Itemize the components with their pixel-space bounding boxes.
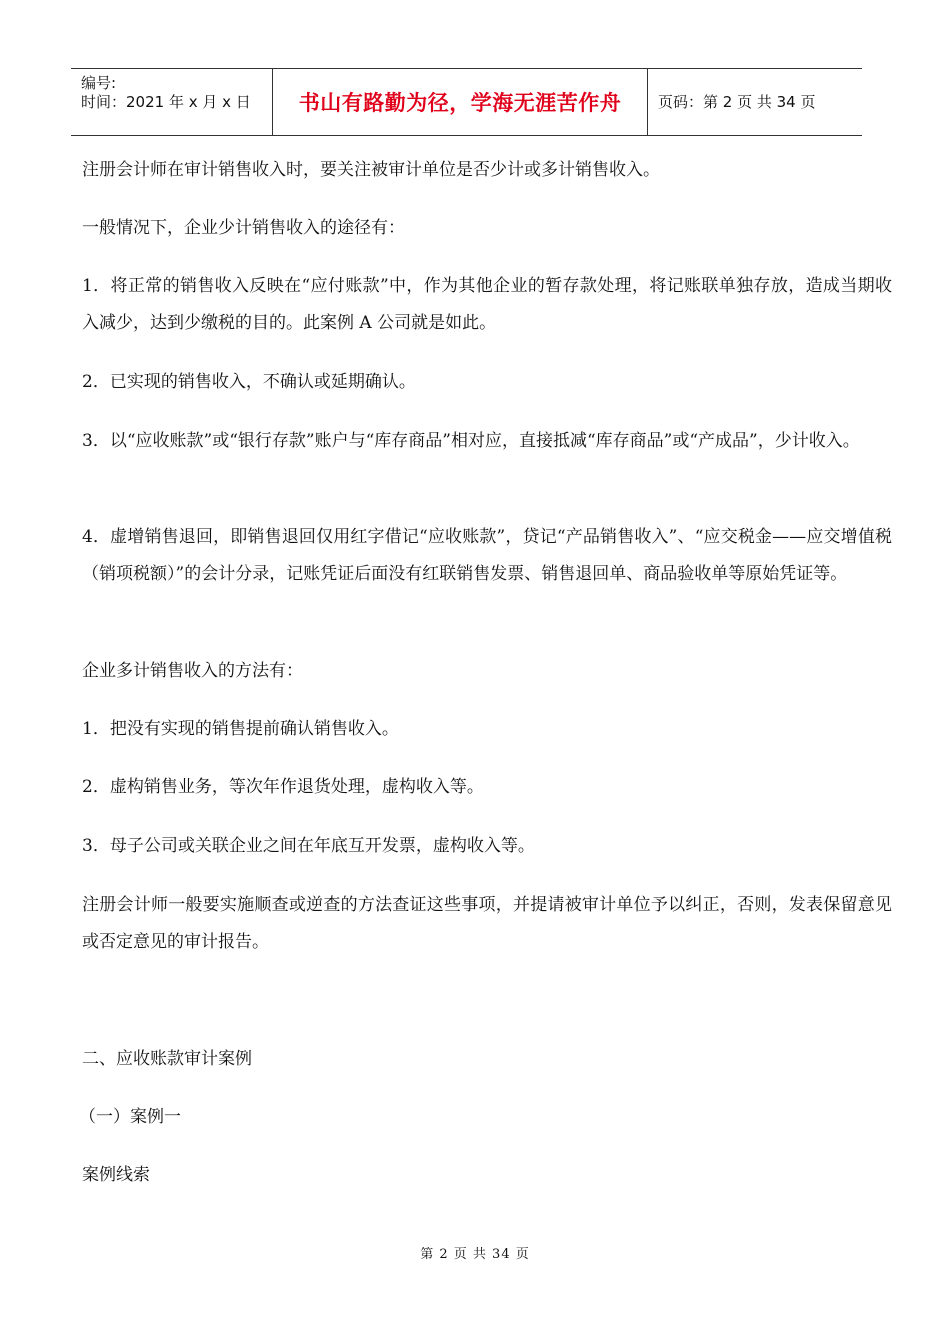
header-meta bbox=[71, 69, 273, 135]
paragraph: 4．虚增销售退回，即销售退回仅用红字借记“应收账款”，贷记“产品销售收入”、“应交税金——应交增值税（销项税额）”的会计分录，记账凭证后面没有红联销售发票、销售退回单、商品验收单等原始凭证等。 bbox=[82, 527, 892, 584]
paragraph: 注册会计师一般要实施顺查或逆查的方法查证这些事项，并提请被审计单位予以纠正，否则，发表保留意见或否定意见的审计报告。 bbox=[82, 895, 892, 952]
header-page-info: 页码：第 2 页 共 34 页 bbox=[658, 93, 816, 111]
paragraph: 3．以“应收账款”或“银行存款”账户与“库存商品”相对应，直接抵减“库存商品”或“产成品”，少计收入。 bbox=[82, 431, 860, 451]
header-motto: 书山有路勤为径，学海无涯苦作舟 bbox=[298, 91, 622, 115]
paragraph: 注册会计师在审计销售收入时，要关注被审计单位是否少计或多计销售收入。 bbox=[82, 160, 660, 180]
paragraph: 企业多计销售收入的方法有： bbox=[82, 661, 303, 681]
paragraph: 2．已实现的销售收入，不确认或延期确认。 bbox=[82, 372, 416, 392]
page-footer: 第 2 页 共 34 页 bbox=[420, 1247, 530, 1262]
subsection-heading: （一）案例一 bbox=[79, 1107, 181, 1127]
section-heading: 二、应收账款审计案例 bbox=[82, 1049, 252, 1069]
paragraph: 1．将正常的销售收入反映在“应付账款”中，作为其他企业的暂存款处理，将记账联单独存放，造成当期收入减少，达到少缴税的目的。此案例 A 公司就是如此。 bbox=[82, 276, 892, 333]
paragraph: 案例线索 bbox=[82, 1165, 150, 1185]
paragraph: 一般情况下，企业少计销售收入的途径有： bbox=[82, 218, 405, 238]
header-divider bbox=[647, 69, 648, 135]
paragraph: 2．虚构销售业务，等次年作退货处理，虚构收入等。 bbox=[82, 777, 484, 797]
document-number-label: 编号: bbox=[81, 74, 117, 92]
paragraph: 1．把没有实现的销售提前确认销售收入。 bbox=[82, 719, 399, 739]
document-time-label: 时间：2021 年 x 月 x 日 bbox=[81, 93, 251, 111]
paragraph: 3．母子公司或关联企业之间在年底互开发票，虚构收入等。 bbox=[82, 836, 535, 856]
document-header bbox=[71, 68, 862, 136]
